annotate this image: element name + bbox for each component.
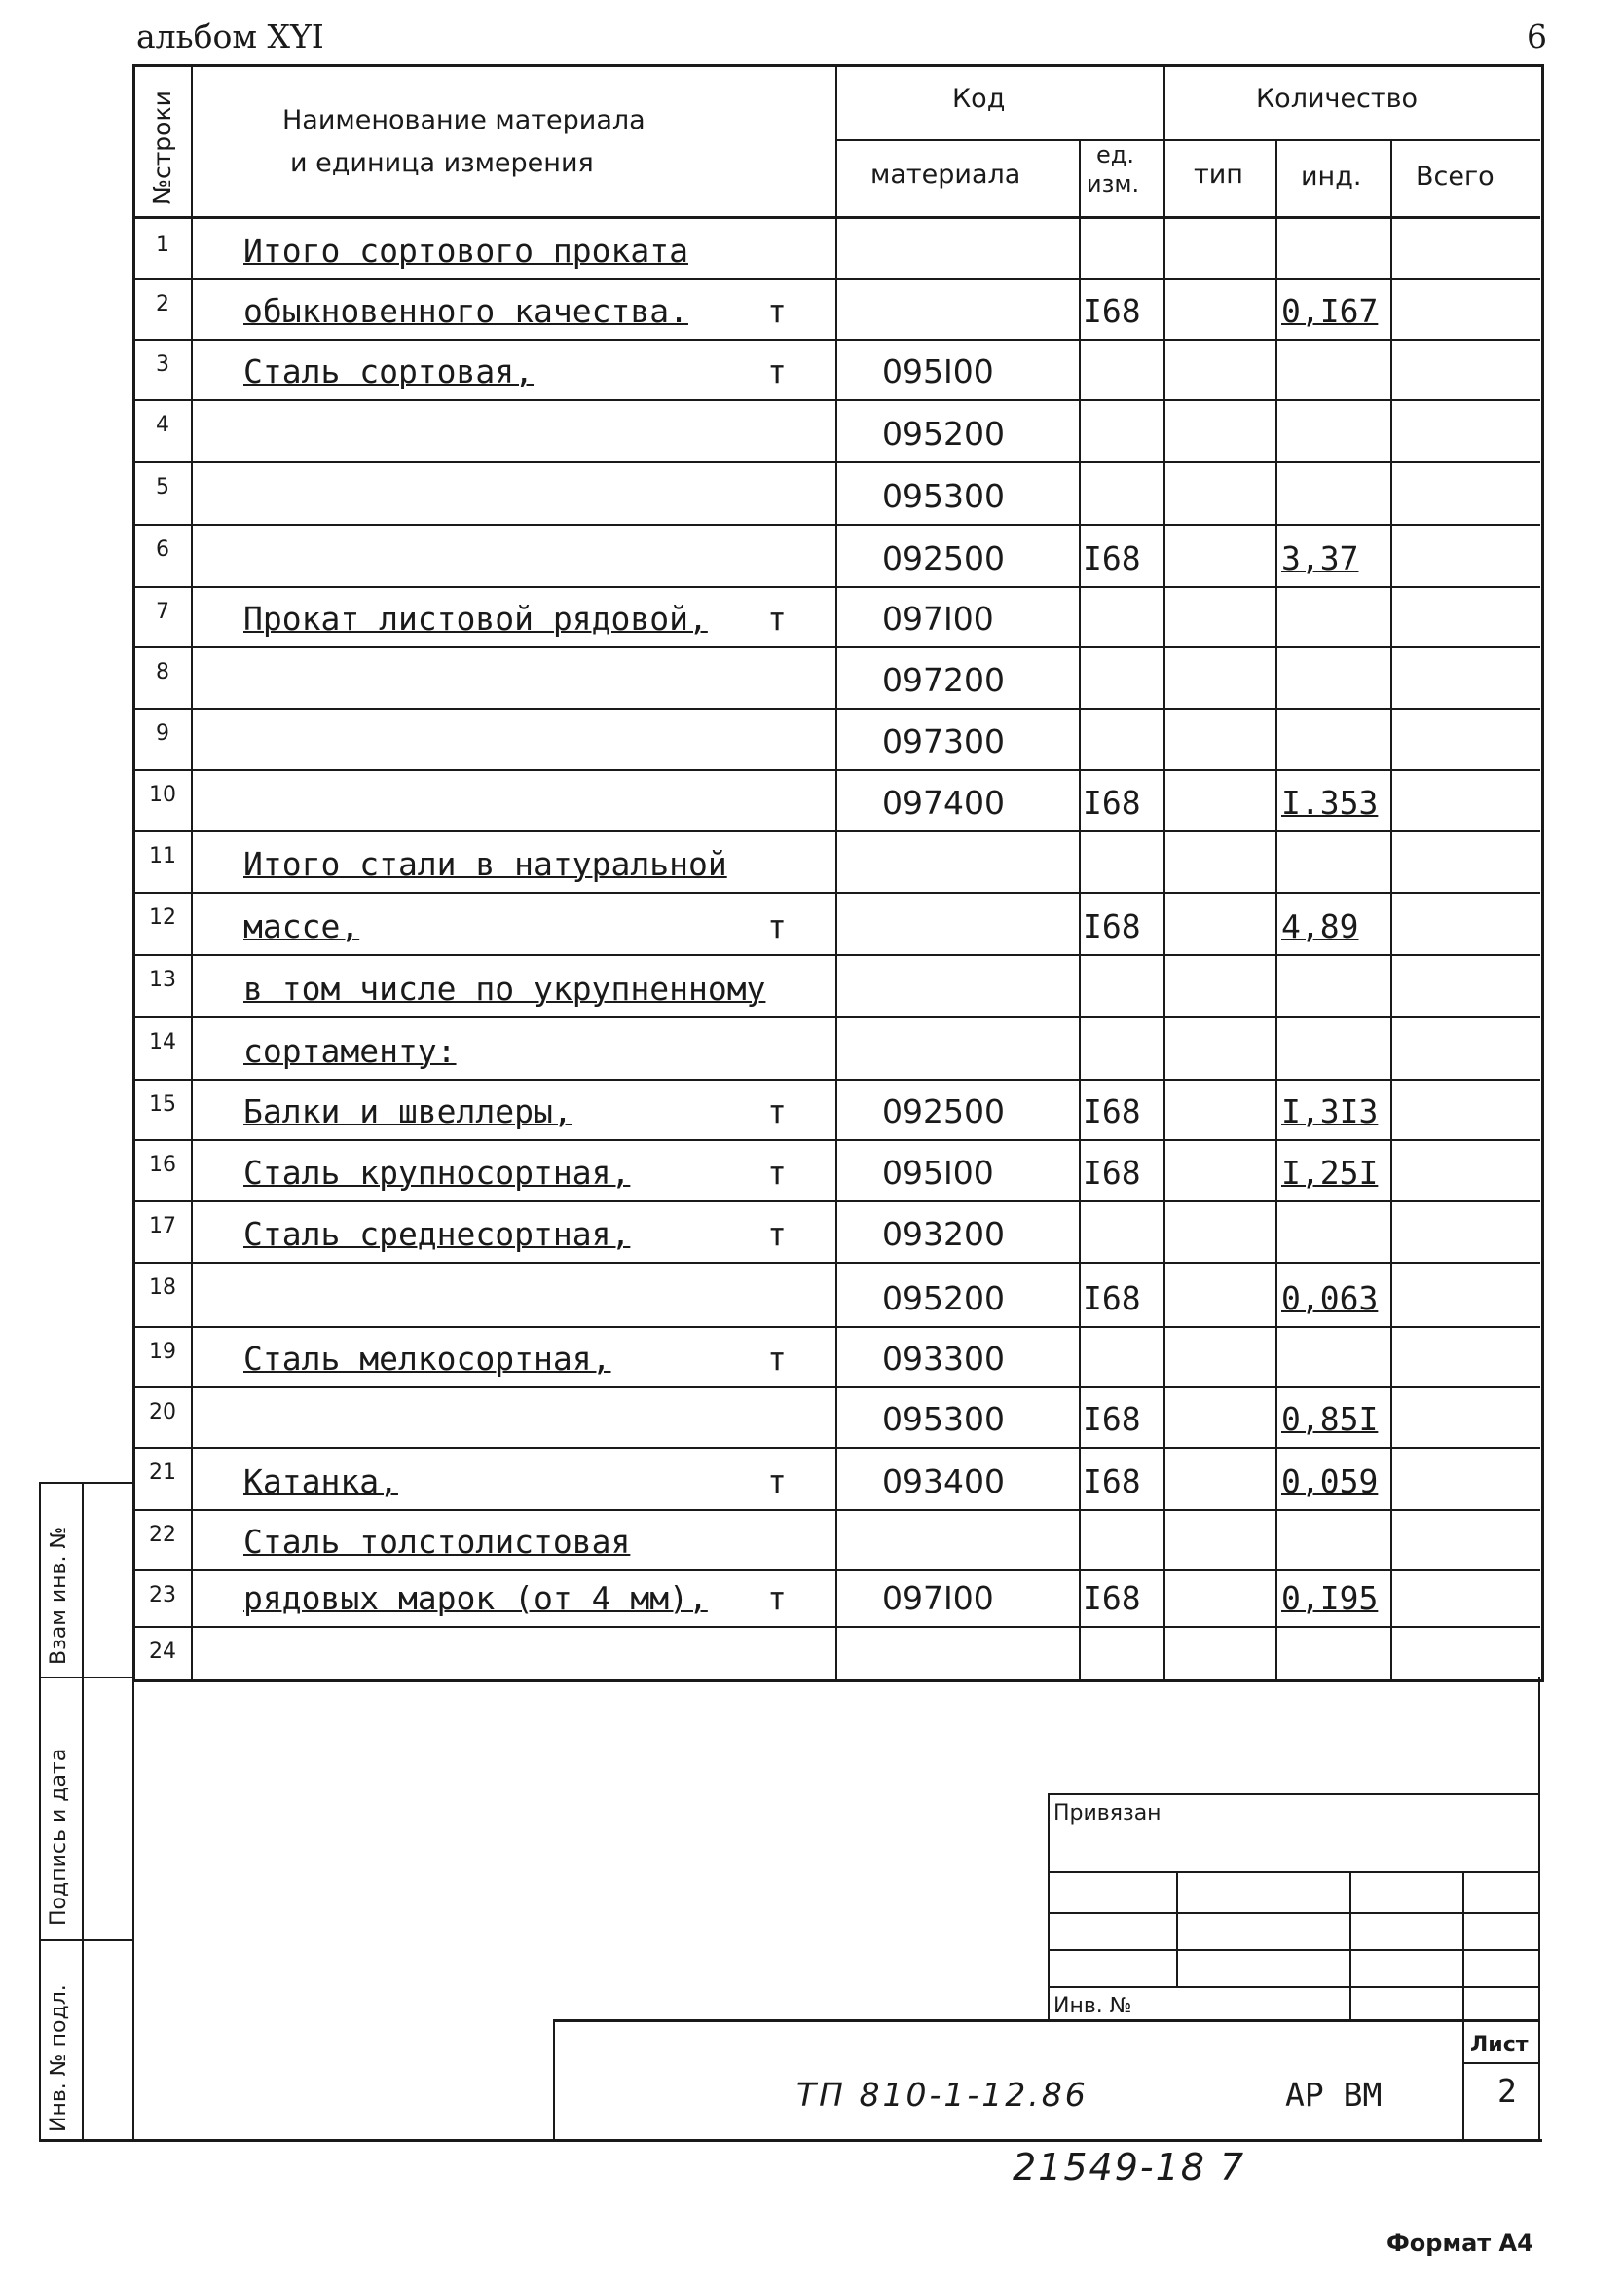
row-separator <box>132 769 1540 771</box>
row-separator <box>132 1626 1540 1628</box>
row-separator <box>132 524 1540 526</box>
tb-list-sep <box>1462 2062 1540 2064</box>
row-number: 23 <box>149 1583 176 1607</box>
row-name: Сталь сортовая, <box>243 352 535 390</box>
row-code: 095200 <box>882 415 1005 453</box>
tb-main-left-line <box>553 2019 555 2142</box>
row-name: Итого сортового проката <box>243 232 688 270</box>
row-name: в том числе по укрупненному <box>243 970 766 1008</box>
row-ind-qty: I.353 <box>1281 784 1379 822</box>
row-number: 8 <box>156 660 169 684</box>
row-name: массе, <box>243 907 360 945</box>
tb-vline1 <box>1176 1871 1178 1988</box>
tb-section: АР ВМ <box>1285 2076 1383 2114</box>
header-code: Код <box>952 84 1006 114</box>
row-code: 097I00 <box>882 1579 994 1617</box>
tb-list-value: 2 <box>1497 2072 1517 2110</box>
row-separator <box>132 1262 1540 1264</box>
row-unit-code: I68 <box>1083 1092 1141 1130</box>
header-split-line <box>835 139 1540 141</box>
row-separator <box>132 1447 1540 1449</box>
row-number: 20 <box>149 1400 176 1424</box>
row-number: 19 <box>149 1340 176 1364</box>
row-unit-code: I68 <box>1083 539 1141 577</box>
row-code: 097400 <box>882 784 1005 822</box>
row-number: 24 <box>149 1640 176 1664</box>
tb-list-label: Лист <box>1470 2033 1529 2057</box>
row-unit: т <box>767 1579 787 1617</box>
row-unit: т <box>767 352 787 390</box>
row-name: Балки и швеллеры, <box>243 1092 572 1130</box>
header-code-unit2: изм. <box>1087 170 1140 198</box>
tb-vline3 <box>1462 1871 1464 2142</box>
row-unit: т <box>767 1340 787 1378</box>
header-name-line2: и единица измерения <box>290 148 594 178</box>
row-number: 3 <box>156 352 169 377</box>
row-number: 7 <box>156 600 169 624</box>
row-separator <box>132 1386 1540 1388</box>
row-separator <box>132 461 1540 463</box>
row-unit: т <box>767 1215 787 1253</box>
row-code: 097200 <box>882 661 1005 699</box>
row-separator <box>132 586 1540 588</box>
row-name: сортаменту: <box>243 1032 457 1070</box>
header-qty-total: Всего <box>1416 162 1495 192</box>
header-qty-type: тип <box>1194 160 1243 190</box>
row-name: Сталь среднесортная, <box>243 1215 631 1253</box>
row-separator <box>132 646 1540 648</box>
row-number: 12 <box>149 905 176 930</box>
row-separator <box>132 954 1540 956</box>
row-ind-qty: 3,37 <box>1281 539 1359 577</box>
side-stamp-top-line <box>39 1482 134 1484</box>
row-separator <box>132 1509 1540 1511</box>
row-separator <box>132 1569 1540 1571</box>
row-separator <box>132 708 1540 710</box>
tb-main-top-line <box>553 2019 1540 2022</box>
row-number: 15 <box>149 1092 176 1117</box>
header-row-no: №строки <box>148 91 176 204</box>
tb-top-line <box>1048 1793 1540 1795</box>
row-number: 4 <box>156 413 169 437</box>
row-name: Прокат листовой рядовой, <box>243 600 708 638</box>
row-code: 097I00 <box>882 600 994 638</box>
row-name: обыкновенного качества. <box>243 292 688 330</box>
row-number: 16 <box>149 1153 176 1177</box>
row-unit: т <box>767 292 787 330</box>
format-label: Формат А4 <box>1386 2230 1533 2257</box>
row-ind-qty: 0,059 <box>1281 1462 1379 1500</box>
row-separator <box>132 1326 1540 1328</box>
row-number: 2 <box>156 292 169 316</box>
tb-line2 <box>1048 1871 1540 1873</box>
row-code: 095300 <box>882 477 1005 515</box>
row-unit-code: I68 <box>1083 1154 1141 1192</box>
row-name: рядовых марок (от 4 мм), <box>243 1579 708 1617</box>
row-separator <box>132 278 1540 280</box>
row-unit: т <box>767 1092 787 1130</box>
row-unit-code: I68 <box>1083 1400 1141 1438</box>
tb-designation: ТП 810-1-12.86 <box>796 2076 1089 2114</box>
row-separator <box>132 1200 1540 1202</box>
row-code: 093400 <box>882 1462 1005 1500</box>
stamp-inv-podl: Инв. № подл. <box>47 1984 71 2132</box>
side-stamp-sep1 <box>39 1677 134 1678</box>
header-qty-ind: инд. <box>1301 162 1362 192</box>
row-separator <box>132 892 1540 894</box>
handwritten-number: 21549-18 7 <box>1013 2146 1246 2189</box>
row-unit-code: I68 <box>1083 1462 1141 1500</box>
row-number: 21 <box>149 1460 176 1485</box>
row-ind-qty: 0,063 <box>1281 1279 1379 1317</box>
side-stamp-sep2 <box>39 1939 134 1941</box>
tb-line4 <box>1048 1949 1540 1951</box>
row-separator <box>132 399 1540 401</box>
row-ind-qty: 0,85I <box>1281 1400 1379 1438</box>
page-number: 6 <box>1527 18 1547 55</box>
row-name: Сталь мелкосортная, <box>243 1340 611 1378</box>
stamp-podpis: Подпись и дата <box>47 1748 71 1926</box>
side-stamp-mid-line <box>82 1482 84 2142</box>
header-name-line1: Наименование материала <box>282 105 646 135</box>
col-line-ed <box>1163 64 1165 1682</box>
right-outer-line <box>1538 1677 1540 2142</box>
stamp-vzam: Взам инв. № <box>47 1526 71 1665</box>
col-line-rownum <box>191 64 193 1682</box>
album-title: альбом XYI <box>136 18 324 55</box>
row-number: 22 <box>149 1523 176 1547</box>
row-unit: т <box>767 1154 787 1192</box>
row-unit-code: I68 <box>1083 292 1141 330</box>
row-code: 093200 <box>882 1215 1005 1253</box>
left-outer-line <box>132 1677 134 2142</box>
row-code: 095300 <box>882 1400 1005 1438</box>
side-stamp-left-line <box>39 1482 41 2142</box>
tb-privyazan: Привязан <box>1053 1801 1162 1825</box>
row-ind-qty: I,3I3 <box>1281 1092 1379 1130</box>
row-unit-code: I68 <box>1083 907 1141 945</box>
row-number: 17 <box>149 1214 176 1238</box>
row-unit-code: I68 <box>1083 1579 1141 1617</box>
row-code: 095200 <box>882 1279 1005 1317</box>
row-code: 092500 <box>882 539 1005 577</box>
tb-vline2 <box>1349 1871 1351 2019</box>
row-separator <box>132 1139 1540 1141</box>
col-line-ind <box>1390 141 1392 1682</box>
row-code: 092500 <box>882 1092 1005 1130</box>
tb-line5 <box>1048 1986 1540 1988</box>
row-unit: т <box>767 907 787 945</box>
row-separator <box>132 1016 1540 1018</box>
row-unit: т <box>767 600 787 638</box>
row-number: 10 <box>149 783 176 807</box>
tb-inv-no: Инв. № <box>1053 1994 1132 2018</box>
row-number: 5 <box>156 475 169 499</box>
row-unit-code: I68 <box>1083 1279 1141 1317</box>
row-separator <box>132 339 1540 341</box>
row-code: 097300 <box>882 722 1005 760</box>
row-name: Сталь толстолистовая <box>243 1523 631 1561</box>
header-quantity: Количество <box>1256 84 1419 114</box>
row-number: 9 <box>156 721 169 746</box>
row-name: Итого стали в натуральной <box>243 845 727 883</box>
row-number: 14 <box>149 1030 176 1054</box>
row-ind-qty: I,25I <box>1281 1154 1379 1192</box>
col-line-name <box>835 64 837 1682</box>
col-line-type <box>1275 141 1277 1682</box>
row-unit-code: I68 <box>1083 784 1141 822</box>
tb-line3 <box>1048 1912 1540 1914</box>
row-number: 13 <box>149 968 176 992</box>
row-name: Катанка, <box>243 1462 398 1500</box>
row-code: 095I00 <box>882 352 994 390</box>
row-code: 095I00 <box>882 1154 994 1192</box>
row-code: 093300 <box>882 1340 1005 1378</box>
row-number: 1 <box>156 233 169 257</box>
row-separator <box>132 1079 1540 1081</box>
row-name: Сталь крупносортная, <box>243 1154 631 1192</box>
row-ind-qty: 0,I95 <box>1281 1579 1379 1617</box>
row-ind-qty: 0,I67 <box>1281 292 1379 330</box>
row-separator <box>132 830 1540 832</box>
row-number: 18 <box>149 1275 176 1300</box>
bottom-frame-line <box>39 2139 1542 2142</box>
row-unit: т <box>767 1462 787 1500</box>
row-number: 11 <box>149 844 176 868</box>
col-line-code <box>1079 141 1081 1682</box>
row-number: 6 <box>156 537 169 562</box>
header-code-unit1: ед. <box>1096 141 1134 168</box>
row-ind-qty: 4,89 <box>1281 907 1359 945</box>
header-code-material: материала <box>870 160 1021 190</box>
header-bottom-line <box>132 216 1540 219</box>
